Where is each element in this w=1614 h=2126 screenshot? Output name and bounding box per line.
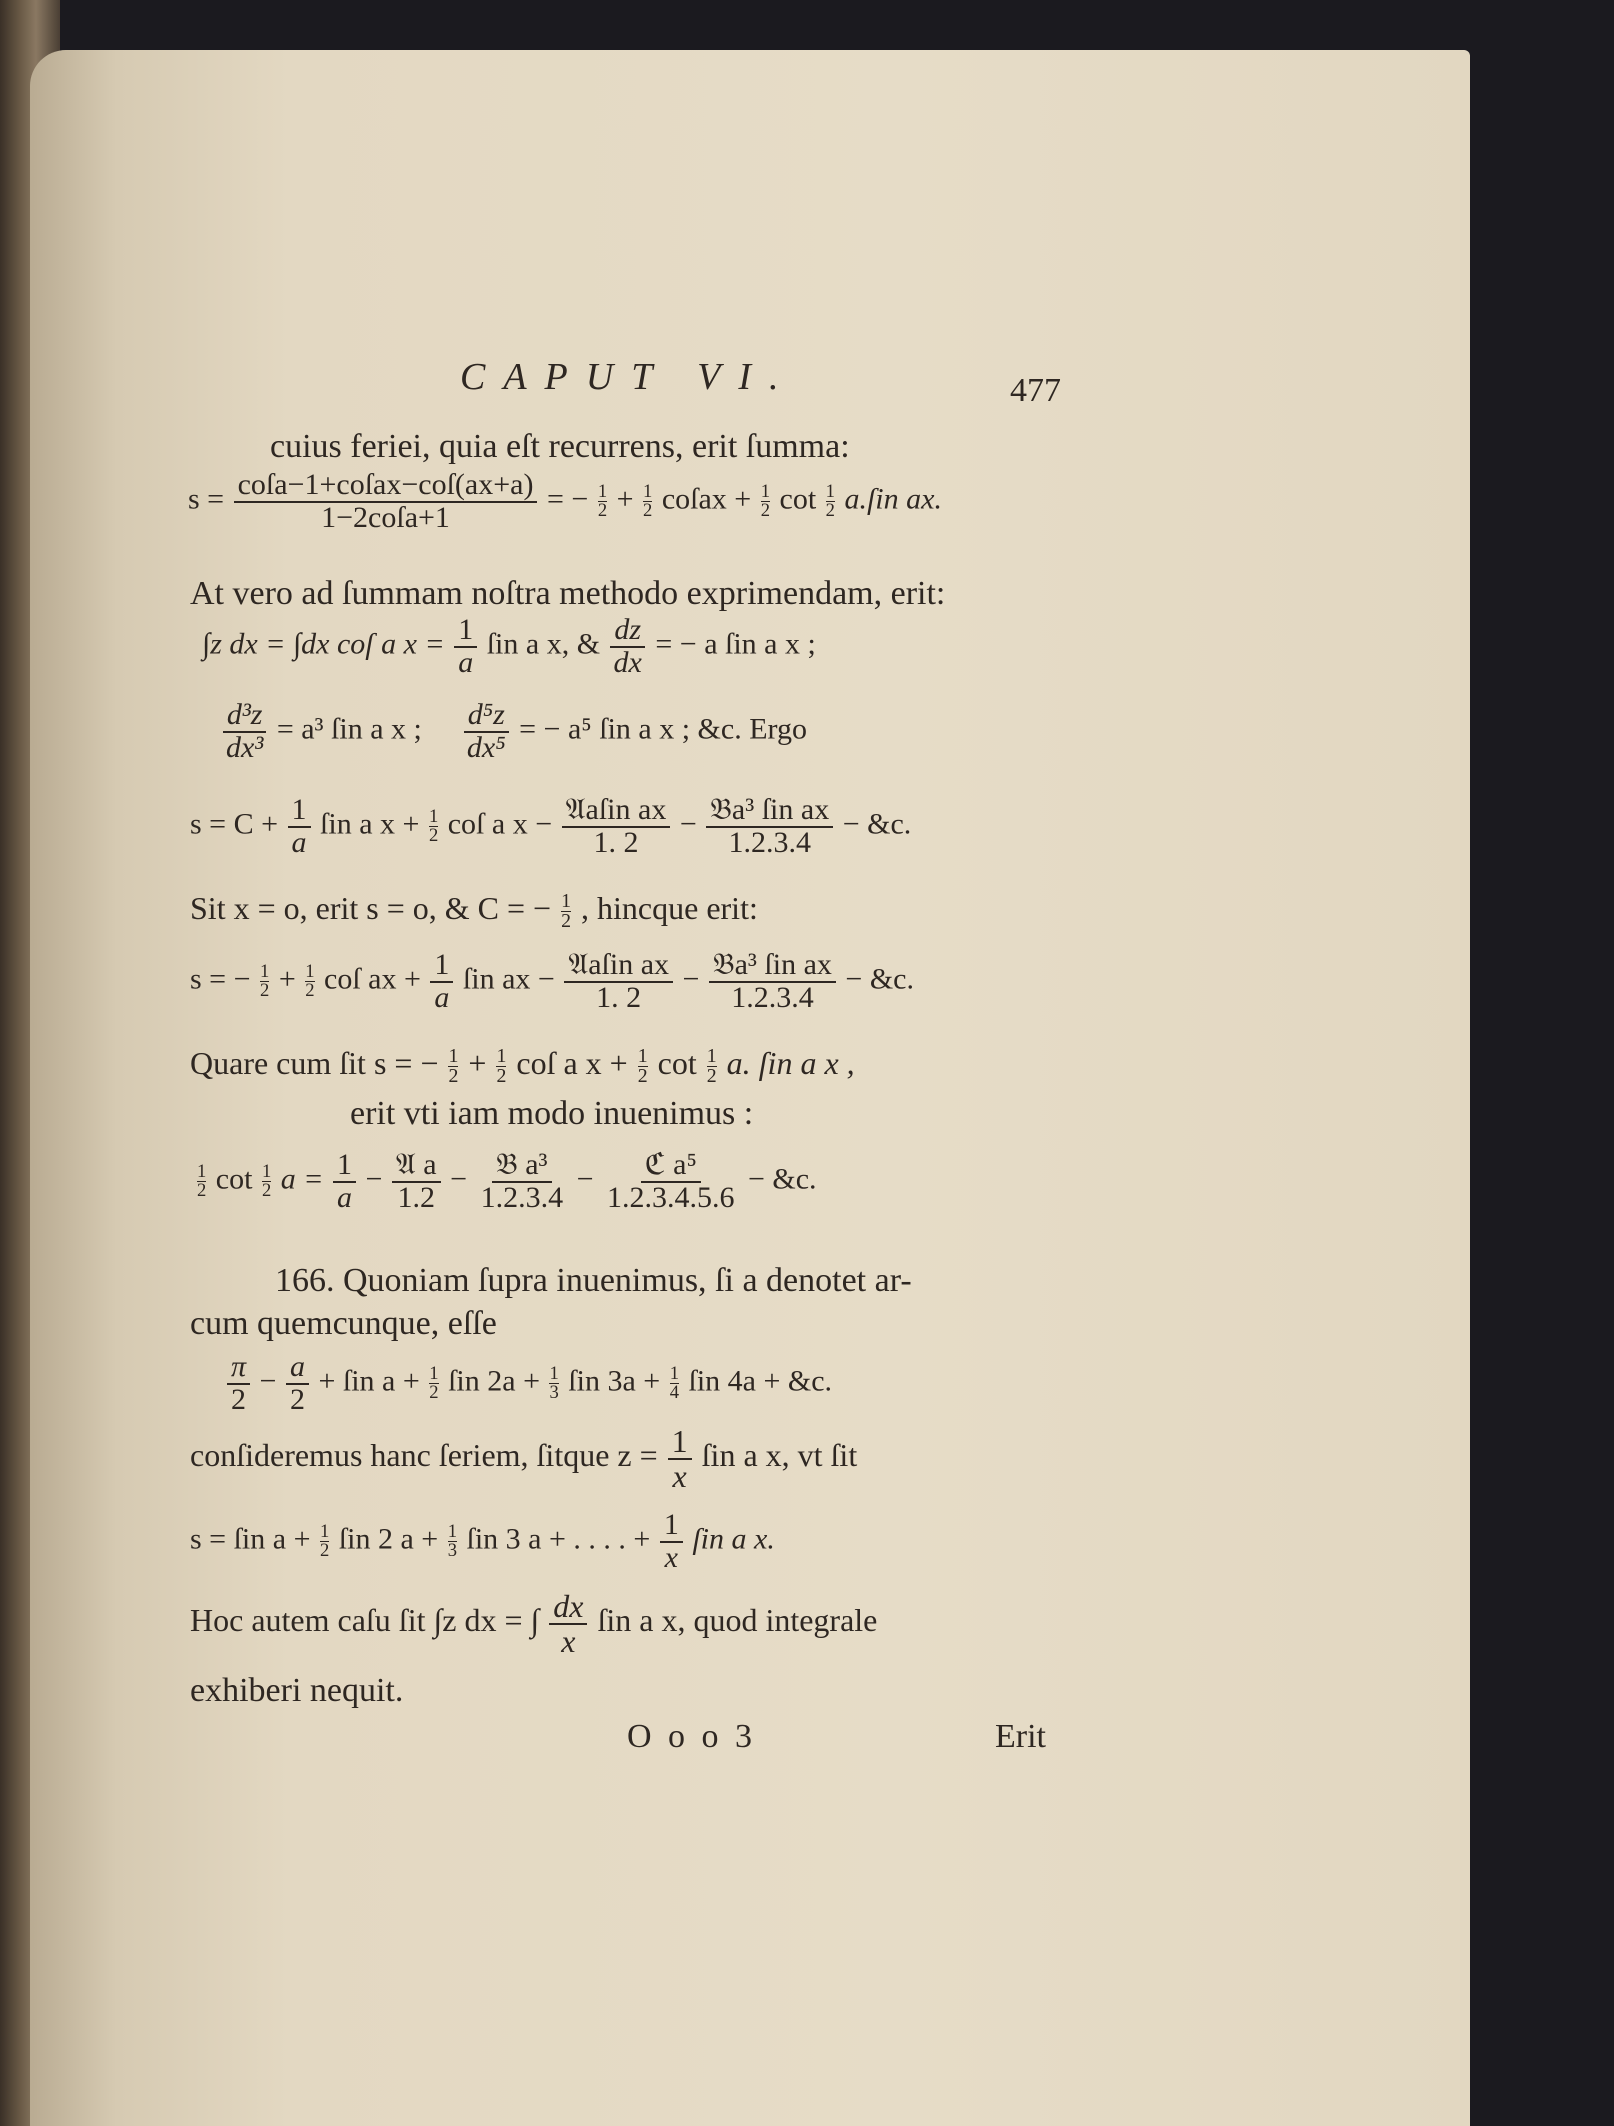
paragraph-166-line-2: cum quemcunque, eſſe [190,1305,497,1342]
equation-sum-formula: s = $\frac{\text{coſa−1+coſax−coſ(ax+a)}}{\text{1−2coſa+1}}$ = − $\frac{1}{2}$ + $\frac{1}{2}$ coſax + $\frac{1}{2}$ cot $\frac{1}{2}$ a.ſin ax. [188,468,942,534]
text-line-9: Quare cum ſit s = − $\frac{1}{2}$ + $\frac{1}{2}$ coſ a x + $\frac{1}{2}$ cot $\frac{1}{2}$ a. ſin a x , [190,1045,855,1088]
equation-sine-series: s = ſin a + $\frac{1}{2}$ ſin 2 a + $\frac{1}{3}$ ſin 3 a + . . . . + $\frac{1}{x}$ ſin a x. [190,1508,775,1574]
text-line-3: At vero ad ſummam noſtra methodo exprimendam, erit: [190,575,946,612]
text-line-7: Sit x = o, erit s = o, & C = − $\frac{1}{2}$ , hincque erit: [190,890,758,933]
equation-pi-series: $\frac{\pi}{2}$ − $\frac{a}{2}$ + ſin a + $\frac{1}{2}$ ſin 2a + $\frac{1}{3}$ ſin 3a + $\frac{1}{4}$ ſin 4a + &c. [225,1352,832,1415]
page-number: 477 [1010,372,1061,409]
signature-mark: O o o 3 [627,1718,757,1755]
text-line-15: conſideremus hanc ſeriem, ſitque z = $\frac{1}{x}$ ſin a x, vt ſit [190,1423,858,1494]
text-line-18: exhiberi nequit. [190,1672,404,1709]
equation-cot-expansion: $\frac{1}{2}$ cot $\frac{1}{2}$ a = $\frac{1}{a}$ − $\frac{\text{𝔄 a}}{1.2}$ − $\frac{\text{𝔅 a³}}{1.2.3.4}$ − $\frac{\text{ℭ a⁵}}{1.2.3.4.5.6}$ − &c. [197,1148,817,1214]
equation-integral: ∫z dx = ∫dx coſ a x = $\frac{1}{a}$ ſin a x, & $\frac{dz}{dx}$ = − a ſin a x ; [202,613,816,679]
text-line-1: cuius feriei, quia eſt recurrens, erit ſumma: [270,428,850,465]
running-title: CAPUT VI. [460,356,797,398]
equation-series-s: s = C + $\frac{1}{a}$ ſin a x + $\frac{1}{2}$ coſ a x − $\frac{\text{𝔄aſin ax}}{1. 2}$ − $\frac{\text{𝔅a³ ſin ax}}{1.2.3.4}$ − &c. [190,793,912,859]
equation-series-s2: s = − $\frac{1}{2}$ + $\frac{1}{2}$ coſ ax + $\frac{1}{a}$ ſin ax − $\frac{\text{𝔄aſin ax}}{1. 2}$ − $\frac{\text{𝔅a³ ſin ax}}{1.2.3.4}$ − &c. [190,948,914,1014]
text-line-10: erit vti iam modo inuenimus : [350,1095,754,1132]
paragraph-166-line-1: 166. Quoniam ſupra inuenimus, ſi a denotet ar- [275,1262,912,1299]
catchword: Erit [995,1718,1046,1755]
text-line-17: Hoc autem caſu ſit ∫z dx = ∫ $\frac{dx}{x}$ ſin a x, quod integrale [190,1588,878,1659]
equation-derivatives: $\frac{\text{d³z}}{\text{dx³}}$ = a³ ſin a x ; $\frac{\text{d⁵z}}{\text{dx⁵}}$ = − a⁵ ſin a x ; &c. Ergo [220,700,807,763]
book-page [30,50,1470,2126]
